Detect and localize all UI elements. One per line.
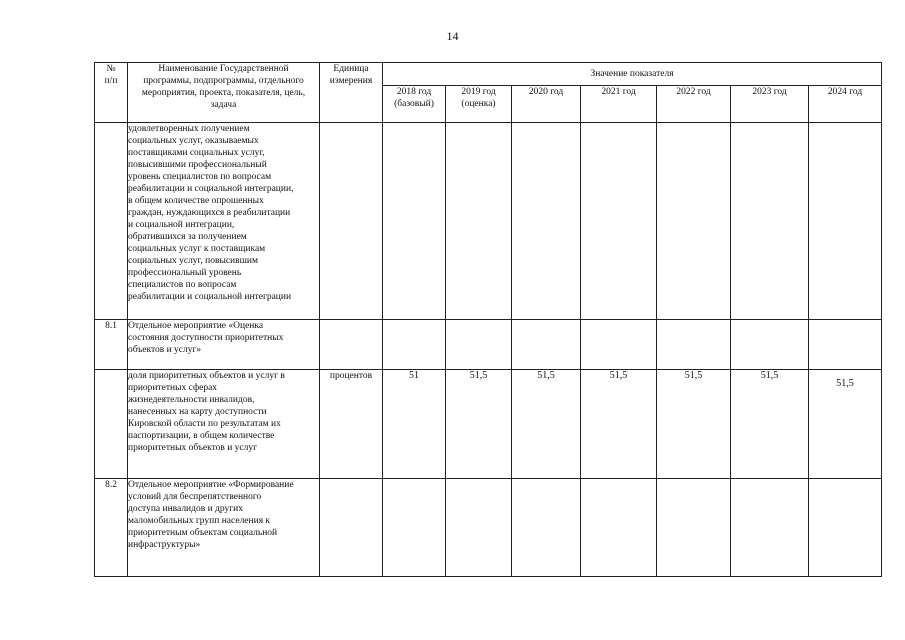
header-value-group: Значение показателя bbox=[383, 63, 882, 86]
row-name-line: приоритетных объектов и услуг bbox=[128, 443, 258, 453]
row-value-2020 bbox=[512, 320, 581, 370]
row-name-line: жизнедеятельности инвалидов, bbox=[128, 395, 255, 405]
row-name-line: реабилитации и социальной интеграции, bbox=[128, 184, 294, 194]
row-name-line: граждан, нуждающихся в реабилитации bbox=[128, 208, 291, 218]
header-name-line: Наименование Государственной bbox=[158, 64, 289, 74]
row-name-line: приоритетных сферах bbox=[128, 383, 218, 393]
row-name-line: доступа инвалидов и других bbox=[128, 504, 243, 514]
row-name-line: обратившихся за получением bbox=[128, 232, 247, 242]
header-unit bbox=[320, 63, 383, 123]
row-name bbox=[128, 479, 320, 577]
header-year-2019 bbox=[446, 86, 512, 123]
row-name bbox=[128, 123, 320, 320]
row-name-line: объектов и услуг» bbox=[128, 345, 202, 355]
row-value-2023 bbox=[731, 123, 809, 320]
year-label: 2018 год bbox=[396, 87, 432, 97]
row-name-line: повысившими профессиональный bbox=[128, 160, 267, 170]
row-value-2018: 51 bbox=[383, 370, 446, 479]
header-year-2018 bbox=[383, 86, 446, 123]
table-row bbox=[95, 479, 882, 577]
row-value-2018 bbox=[383, 479, 446, 577]
row-name-line: доля приоритетных объектов и услуг в bbox=[128, 371, 285, 381]
indicator-table bbox=[94, 62, 882, 577]
row-value-2021 bbox=[581, 479, 657, 577]
row-name-line: нанесенных на карту доступности bbox=[128, 407, 267, 417]
row-value-2022 bbox=[657, 123, 731, 320]
row-name-line: социальных услуг к поставщикам bbox=[128, 244, 266, 254]
header-name-line: задача bbox=[210, 100, 237, 110]
row-value-2019 bbox=[446, 123, 512, 320]
row-name-line: удовлетворенных получением bbox=[128, 124, 250, 134]
header-name bbox=[128, 63, 320, 123]
table-row bbox=[95, 370, 882, 479]
header-year-2021: 2021 год bbox=[581, 86, 657, 123]
row-name-line: в общем количестве опрошенных bbox=[128, 196, 264, 206]
row-name-line: Отдельное мероприятие «Оценка bbox=[128, 321, 264, 331]
header-year-2022: 2022 год bbox=[657, 86, 731, 123]
row-value-2022 bbox=[657, 320, 731, 370]
row-name-line: состояния доступности приоритетных bbox=[128, 333, 284, 343]
header-num-line: п/п bbox=[104, 76, 118, 86]
row-value-2020 bbox=[512, 479, 581, 577]
row-value-2024: 51,5 bbox=[809, 370, 882, 479]
header-num-line: № bbox=[106, 64, 116, 74]
row-value-2019: 51,5 bbox=[446, 370, 512, 479]
row-value-2019 bbox=[446, 320, 512, 370]
row-value-2018 bbox=[383, 123, 446, 320]
header-name-line: программы, подпрограммы, отдельного bbox=[143, 76, 304, 86]
row-name-line: поставщиками социальных услуг, bbox=[128, 148, 265, 158]
row-value-2020: 51,5 bbox=[512, 370, 581, 479]
row-value-2023 bbox=[731, 479, 809, 577]
header-unit-line: измерения bbox=[329, 76, 373, 86]
table-row bbox=[95, 320, 882, 370]
row-value-2023 bbox=[731, 320, 809, 370]
row-name bbox=[128, 320, 320, 370]
row-value-2022 bbox=[657, 479, 731, 577]
row-unit: процентов bbox=[320, 370, 383, 479]
year-label: 2019 год bbox=[461, 87, 496, 97]
header-year-2024: 2024 год bbox=[809, 86, 882, 123]
row-value-2021: 51,5 bbox=[581, 370, 657, 479]
row-name bbox=[128, 370, 320, 479]
row-value-2019 bbox=[446, 479, 512, 577]
row-unit bbox=[320, 320, 383, 370]
row-num: 8.2 bbox=[95, 479, 128, 577]
year-note: (базовый) bbox=[394, 99, 434, 109]
row-name-line: специалистов по вопросам bbox=[128, 280, 237, 290]
row-value-2024 bbox=[809, 320, 882, 370]
row-name-line: социальных услуг, повысившим bbox=[128, 256, 259, 266]
row-value-2024 bbox=[809, 479, 882, 577]
row-name-line: реабилитации и социальной интеграции bbox=[128, 292, 292, 302]
row-name-line: социальных услуг, оказываемых bbox=[128, 136, 259, 146]
row-name-line: и социальной интеграции, bbox=[128, 220, 235, 230]
row-name-line: паспортизации, в общем количестве bbox=[128, 431, 275, 441]
year-note: (оценка) bbox=[461, 99, 496, 109]
header-year-2020: 2020 год bbox=[512, 86, 581, 123]
header-name-line: мероприятия, проекта, показателя, цель, bbox=[141, 88, 306, 98]
row-name-line: маломобильных групп населения к bbox=[128, 516, 271, 526]
row-num: 8.1 bbox=[95, 320, 128, 370]
row-value-2020 bbox=[512, 123, 581, 320]
row-value-2022: 51,5 bbox=[657, 370, 731, 479]
row-value-2024 bbox=[809, 123, 882, 320]
row-num bbox=[95, 123, 128, 320]
row-unit bbox=[320, 479, 383, 577]
page-number: 14 bbox=[446, 29, 459, 43]
table-row bbox=[95, 123, 882, 320]
row-unit bbox=[320, 123, 383, 320]
row-value-2023: 51,5 bbox=[731, 370, 809, 479]
row-value-2021 bbox=[581, 123, 657, 320]
row-value-2021 bbox=[581, 320, 657, 370]
row-name-line: приоритетным объектам социальной bbox=[128, 528, 278, 538]
header-year-2023: 2023 год bbox=[731, 86, 809, 123]
row-name-line: профессиональный уровень bbox=[128, 268, 242, 278]
row-name-line: уровень специалистов по вопросам bbox=[128, 172, 272, 182]
row-name-line: инфраструктуры» bbox=[128, 540, 201, 550]
row-name-line: Отдельное мероприятие «Формирование bbox=[128, 480, 294, 490]
row-name-line: Кировской области по результатам их bbox=[128, 419, 281, 429]
header-num bbox=[95, 63, 128, 123]
header-unit-line: Единица bbox=[333, 64, 369, 74]
row-num bbox=[95, 370, 128, 479]
row-value-2018 bbox=[383, 320, 446, 370]
row-name-line: условий для беспрепятственного bbox=[128, 492, 262, 502]
